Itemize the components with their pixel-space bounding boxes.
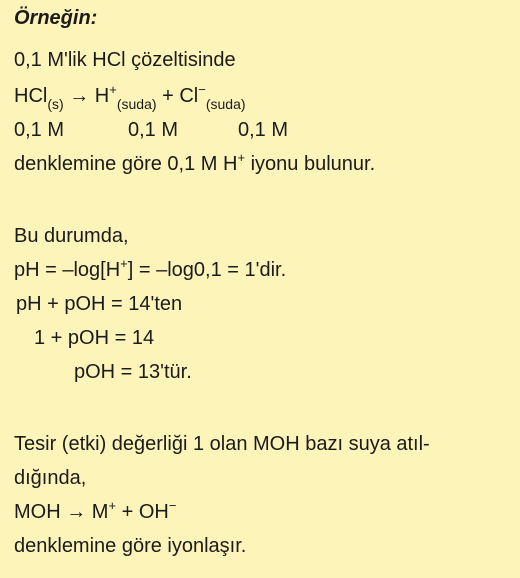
example-title: Örneğin: [14,7,98,29]
product-cl-state: (suda) [205,96,246,112]
reaction-arrow-icon-2: → [66,501,87,523]
intro-line: 0,1 M'lik HCl çözeltisinde [14,49,236,71]
reactant-moh: MOH [14,501,61,523]
moh-dissociation-equation [14,500,176,524]
tesir-line-1: Tesir (etki) değerliği 1 olan MOH bazı suya atıl- [14,433,430,455]
hcl-dissociation-equation [14,82,246,112]
bu-durumda-line: Bu durumda, [14,225,129,247]
poh-result-line: pOH = 13'tür. [74,361,192,383]
reaction-arrow-icon: → [69,85,90,107]
ph-line-sup: + [120,256,128,271]
concentration-hcl: 0,1 M [14,119,65,141]
tesir-line-2: dığında, [14,467,87,489]
ph-line-text-b: ] = –log0,1 = 1'dir. [127,259,287,281]
closing-line: denklemine göre iyonlaşır. [14,535,247,557]
equation-result-text-a: denklemine göre 0,1 M H [14,153,238,175]
product-oh: OH [138,501,169,523]
equation-result-text-b: iyonu bulunur. [245,153,376,175]
plus-sign: + [162,85,174,107]
reactant-hcl: HCl [14,85,48,107]
product-cl-charge: − [198,82,206,97]
product-m-charge: + [108,498,117,513]
product-h-charge: + [109,82,117,97]
concentration-cl: 0,1 M [238,119,289,141]
product-h: H [94,85,110,107]
plus-sign-2: + [121,501,134,523]
reactant-state: (s) [47,96,64,112]
ph-line-text-a: pH = –log[H [14,259,121,281]
product-cl: Cl [179,85,199,107]
product-h-state: (suda) [116,96,157,112]
concentration-h: 0,1 M [128,119,179,141]
ph-calculation-line [14,258,286,282]
product-oh-charge: − [168,498,177,513]
poh-equation-line: 1 + pOH = 14 [34,327,155,349]
equation-result-line [14,152,375,176]
ph-poh-sum-line: pH + pOH = 14'ten [16,293,183,315]
product-m: M [91,501,109,523]
equation-result-sup: + [237,150,246,165]
